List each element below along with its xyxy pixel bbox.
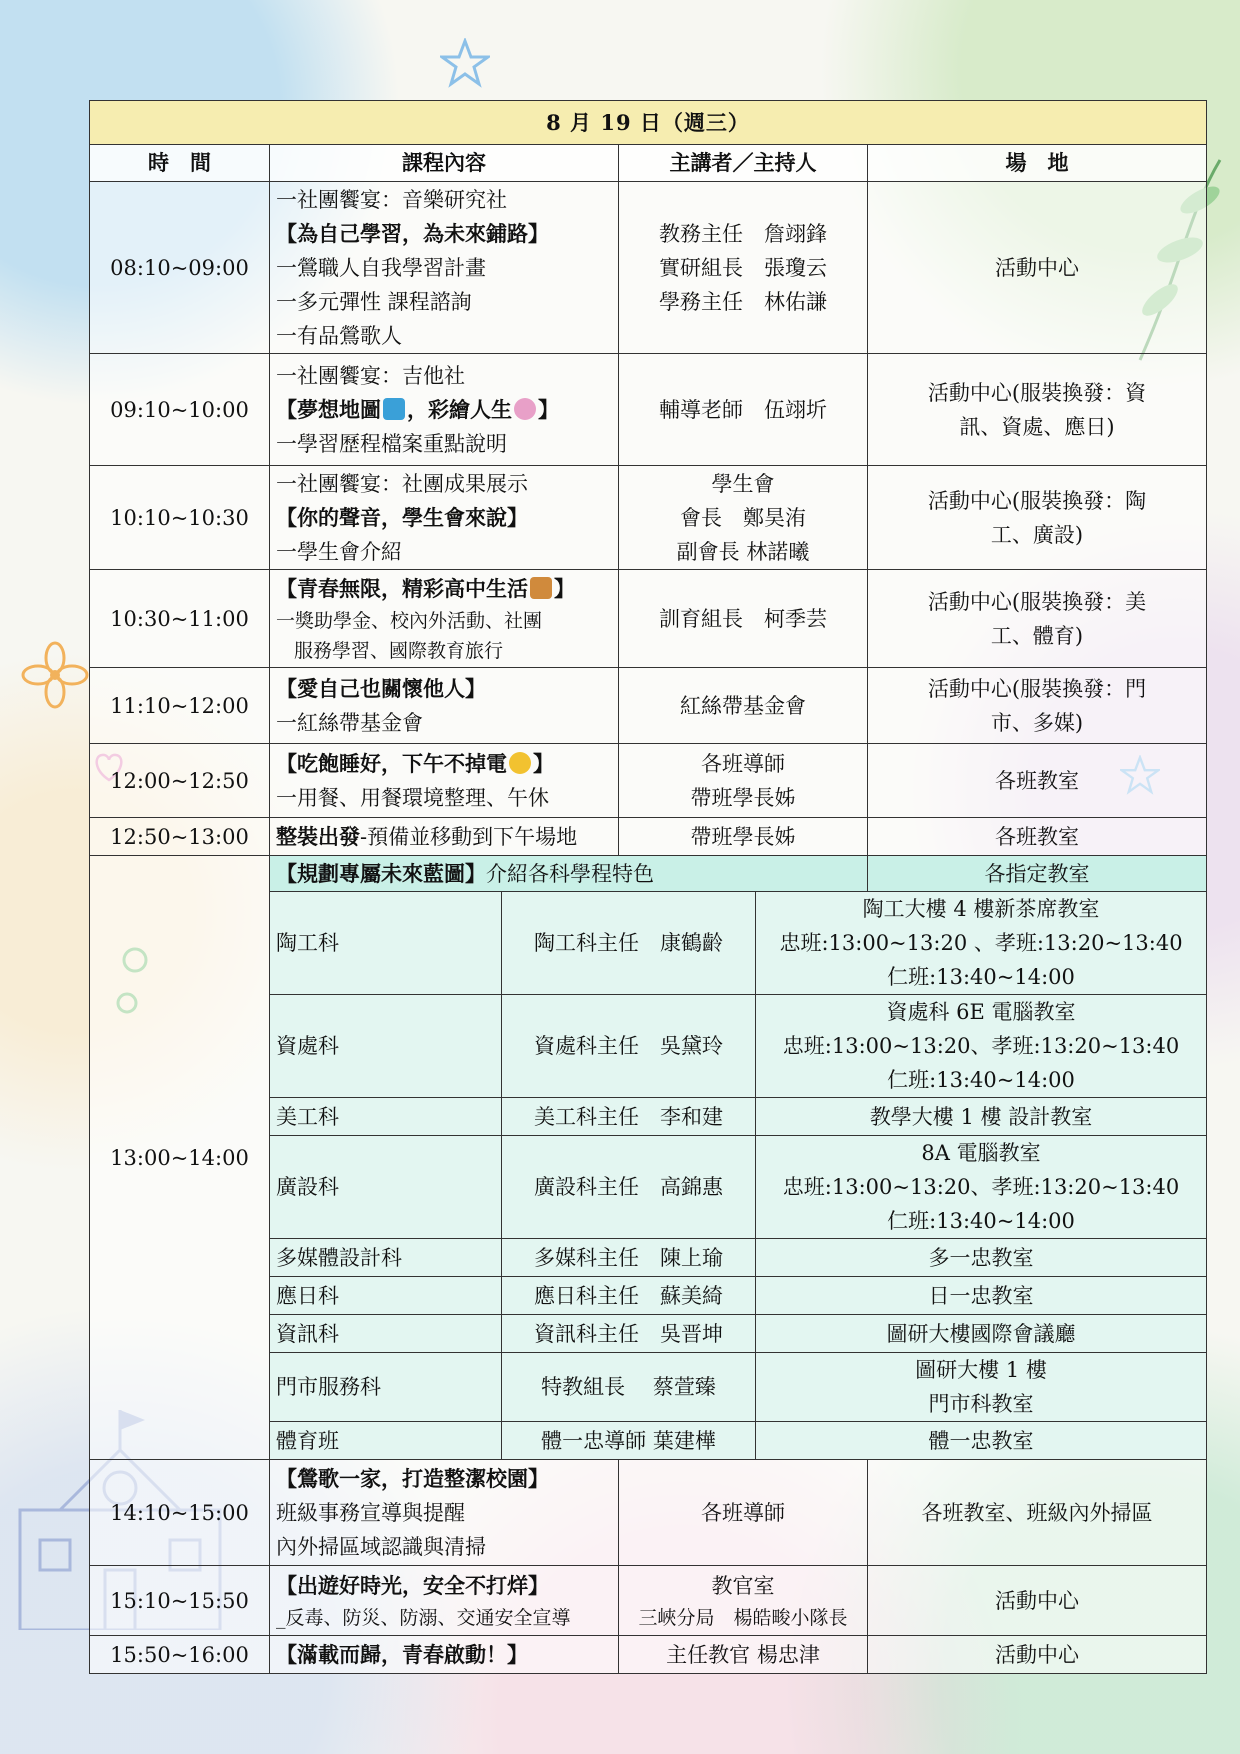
content-cell [270, 1636, 619, 1674]
table-row [90, 744, 1207, 818]
table-row [90, 856, 1207, 892]
dept-name: 美工科 [270, 1098, 502, 1136]
content-cell [270, 1566, 619, 1636]
dept-venue [756, 1422, 1207, 1460]
content-cell [270, 744, 619, 818]
palette-icon [514, 398, 536, 420]
dept-name: 資處科 [270, 995, 502, 1098]
header-content: 課程內容 [270, 145, 619, 182]
dept-name: 應日科 [270, 1277, 502, 1315]
venue-cell [868, 1566, 1207, 1636]
content-session-title: 【夢想地圖 ，彩繪人生 】 [276, 396, 559, 422]
content-session-title: 【你的聲音，學生會來說】 [276, 504, 528, 530]
content-cell [270, 668, 619, 744]
content-cell [270, 1460, 619, 1566]
content-line: 一有品鶯歌人 [276, 323, 402, 348]
afternoon-head [270, 856, 868, 892]
venue-line: 活動中心 [995, 255, 1080, 280]
venue-line: 工、體育) [990, 623, 1084, 648]
dept-venue-line: 圖研大樓國際會議廳 [886, 1321, 1076, 1346]
dept-name: 廣設科 [270, 1136, 502, 1239]
venue-cell [868, 466, 1207, 570]
title-row [90, 101, 1207, 145]
content-session-title: 【鶯歌一家，打造整潔校園】 [276, 1465, 549, 1491]
dept-venue-line: 陶工大樓 4 樓新茶席教室 [862, 897, 1100, 921]
content-session-title: 【青春無限，精彩高中生活 】 [276, 575, 575, 601]
venue-line: 活動中心(服裝換發：陶 [927, 488, 1147, 513]
schedule-table [89, 100, 1207, 1674]
time-cell: 08:10~09:00 [90, 182, 270, 354]
venue-line: 活動中心(服裝換發：美 [927, 589, 1147, 614]
dept-speaker: 資訊科主任 吳晋坤 [502, 1315, 756, 1353]
dept-venue-line: 忠班:13:00~13:20 、孝班:13:20~13:40 [779, 931, 1183, 955]
speaker-cell [619, 1566, 868, 1636]
venue-line: 各班教室 [995, 768, 1080, 793]
venue-line: 各班教室、班級內外掃區 [921, 1500, 1153, 1525]
content-cell [270, 818, 619, 856]
time-cell: 12:50~13:00 [90, 818, 270, 856]
time-cell: 14:10~15:00 [90, 1460, 270, 1566]
venue-cell [868, 1636, 1207, 1674]
speaker-cell [619, 1636, 868, 1674]
venue-line: 活動中心 [995, 1588, 1080, 1613]
dept-name: 體育班 [270, 1422, 502, 1460]
speaker-cell [619, 570, 868, 668]
dept-venue-line: 圖研大樓 1 樓 [915, 1358, 1047, 1382]
dept-venue-line: 忠班:13:00~13:20、孝班:13:20~13:40 [782, 1175, 1180, 1199]
dept-speaker: 多媒科主任 陳上瑜 [502, 1239, 756, 1277]
dept-venue-line: 日一忠教室 [928, 1283, 1034, 1308]
venue-cell [868, 182, 1207, 354]
table-row [90, 1460, 1207, 1566]
dept-name: 多媒體設計科 [270, 1239, 502, 1277]
dept-venue-line: 忠班:13:00~13:20、孝班:13:20~13:40 [782, 1034, 1180, 1058]
speaker-line: 帶班學長姊 [690, 824, 796, 849]
dept-venue [756, 995, 1207, 1098]
dept-venue-line: 仁班:13:40~14:00 [887, 1068, 1075, 1092]
content-cell [270, 182, 619, 354]
venue-cell [868, 354, 1207, 466]
content-line: 一紅絲帶基金會 [276, 710, 423, 735]
speaker-cell [619, 1460, 868, 1566]
venue-line: 活動中心(服裝換發：資 [927, 380, 1147, 405]
dept-venue [756, 1353, 1207, 1422]
table-row [90, 818, 1207, 856]
dept-venue-line: 仁班:13:40~14:00 [887, 965, 1075, 989]
content-session-title: 【出遊好時光，安全不打烊】 [276, 1572, 549, 1598]
time-cell: 13:00~14:00 [90, 856, 270, 1460]
speaker-line: 教官室 [711, 1573, 775, 1598]
time-cell: 09:10~10:00 [90, 354, 270, 466]
dept-venue-line: 門市科教室 [928, 1392, 1034, 1416]
schedule-title: 8 月 19 日（週三） [90, 101, 1207, 145]
content-line: 班級事務宣導與提醒 [276, 1500, 465, 1525]
dept-name: 資訊科 [270, 1315, 502, 1353]
speaker-line: 輔導老師 伍翊圻 [659, 397, 827, 422]
horse-icon [530, 577, 552, 599]
dept-venue-line: 8A 電腦教室 [921, 1141, 1041, 1165]
table-row [90, 1566, 1207, 1636]
time-cell: 11:10~12:00 [90, 668, 270, 744]
content-line: _反毒、防災、防溺、交通安全宣導 [276, 1606, 571, 1629]
time-cell: 10:30~11:00 [90, 570, 270, 668]
table-row [90, 668, 1207, 744]
speaker-line: 紅絲帶基金會 [680, 693, 806, 718]
dept-venue-line: 教學大樓 1 樓 設計教室 [869, 1104, 1093, 1129]
time-cell: 15:50~16:00 [90, 1636, 270, 1674]
content-session-title: 【吃飽睡好，下午不掉電 】 [276, 750, 554, 776]
speaker-line: 學務主任 林佑謙 [659, 289, 827, 314]
speaker-line: 副會長 林諾曦 [676, 539, 810, 564]
speaker-cell [619, 668, 868, 744]
dept-venue-line: 體一忠教室 [928, 1428, 1034, 1453]
speaker-line: 學生會 [711, 471, 775, 496]
dept-speaker: 美工科主任 李和建 [502, 1098, 756, 1136]
content-line: 一獎助學金、校內外活動、社團 [276, 609, 543, 632]
dept-name: 陶工科 [270, 892, 502, 995]
content-cell [270, 570, 619, 668]
speaker-cell [619, 182, 868, 354]
header-venue: 場 地 [868, 145, 1207, 182]
content-line: 一學習歷程檔案重點說明 [276, 431, 507, 456]
speaker-line: 會長 鄭昊洧 [680, 505, 806, 530]
speaker-cell [619, 466, 868, 570]
table-row [90, 354, 1207, 466]
dept-speaker: 應日科主任 蘇美綺 [502, 1277, 756, 1315]
content-session-title: 【滿載而歸，青春啟動！】 [276, 1641, 528, 1667]
content-cell [270, 354, 619, 466]
content-cell [270, 466, 619, 570]
dept-speaker: 陶工科主任 康鶴齡 [502, 892, 756, 995]
table-row [90, 466, 1207, 570]
speaker-line: 各班導師 [701, 751, 785, 776]
map-book-icon [383, 398, 405, 420]
dept-speaker: 廣設科主任 高錦惠 [502, 1136, 756, 1239]
venue-cell [868, 668, 1207, 744]
content-line: 整裝出發-預備並移動到下午場地 [276, 823, 578, 849]
speaker-cell [619, 744, 868, 818]
speaker-line: 教務主任 詹翊鋒 [659, 221, 827, 246]
speaker-cell [619, 354, 868, 466]
venue-cell [868, 818, 1207, 856]
dept-speaker: 資處科主任 吳黛玲 [502, 995, 756, 1098]
venue-cell [868, 570, 1207, 668]
venue-line: 活動中心 [995, 1642, 1080, 1667]
content-line: 一學生會介紹 [276, 539, 402, 564]
content-line: 一社團饗宴：社團成果展示 [276, 471, 528, 496]
dept-venue-line: 資處科 6E 電腦教室 [886, 1000, 1076, 1024]
dept-venue [756, 1277, 1207, 1315]
speaker-line: 訓育組長 柯季芸 [659, 606, 827, 631]
content-line: 一社團饗宴：音樂研究社 [276, 187, 507, 212]
header-row [90, 145, 1207, 182]
dept-venue [756, 1239, 1207, 1277]
table-row [90, 570, 1207, 668]
time-cell: 12:00~12:50 [90, 744, 270, 818]
speaker-line: 主任教官 楊忠津 [666, 1642, 820, 1667]
sun-icon [509, 752, 531, 774]
time-cell: 10:10~10:30 [90, 466, 270, 570]
speaker-line: 各班導師 [701, 1500, 785, 1525]
content-line: 一社團饗宴：吉他社 [276, 363, 465, 388]
venue-line: 各班教室 [995, 824, 1080, 849]
afternoon-head-venue: 各指定教室 [868, 856, 1207, 892]
dept-venue-line: 仁班:13:40~14:00 [887, 1209, 1075, 1233]
dept-venue [756, 892, 1207, 995]
dept-venue [756, 1098, 1207, 1136]
content-session-title: 【愛自己也關懷他人】 [276, 675, 486, 701]
content-line: 服務學習、國際教育旅行 [294, 639, 504, 662]
speaker-line: 帶班學長姊 [690, 785, 796, 810]
header-speaker: 主講者／主持人 [619, 145, 868, 182]
speaker-cell [619, 818, 868, 856]
afternoon-head-text: 【規劃專屬未來藍圖】介紹各科學程特色 [276, 860, 654, 886]
speaker-line: 實研組長 張瓊云 [659, 255, 827, 280]
time-cell: 15:10~15:50 [90, 1566, 270, 1636]
content-line: 一多元彈性 課程諮詢 [276, 289, 472, 314]
venue-cell [868, 1460, 1207, 1566]
content-line: 內外掃區域認識與清掃 [276, 1534, 486, 1559]
flower-icon [20, 640, 90, 710]
table-row [90, 182, 1207, 354]
venue-line: 市、多媒) [990, 710, 1084, 735]
dept-speaker: 體一忠導師 葉建樺 [502, 1422, 756, 1460]
venue-line: 訊、資處、應日) [959, 414, 1115, 439]
star-icon [440, 38, 490, 88]
dept-venue [756, 1315, 1207, 1353]
venue-line: 工、廣設) [990, 522, 1084, 547]
speaker-line: 三峽分局 楊皓畯小隊長 [638, 1606, 848, 1629]
venue-line: 活動中心(服裝換發：門 [927, 676, 1147, 701]
content-session-title: 【為自己學習，為未來鋪路】 [276, 220, 549, 246]
dept-venue [756, 1136, 1207, 1239]
table-row [90, 1636, 1207, 1674]
content-line: 一鶯職人自我學習計畫 [276, 255, 486, 280]
dept-venue-line: 多一忠教室 [928, 1245, 1034, 1270]
content-line: 一用餐、用餐環境整理、午休 [276, 785, 549, 810]
venue-cell [868, 744, 1207, 818]
header-time: 時 間 [90, 145, 270, 182]
dept-name: 門市服務科 [270, 1353, 502, 1422]
dept-speaker: 特教組長 蔡萱臻 [502, 1353, 756, 1422]
